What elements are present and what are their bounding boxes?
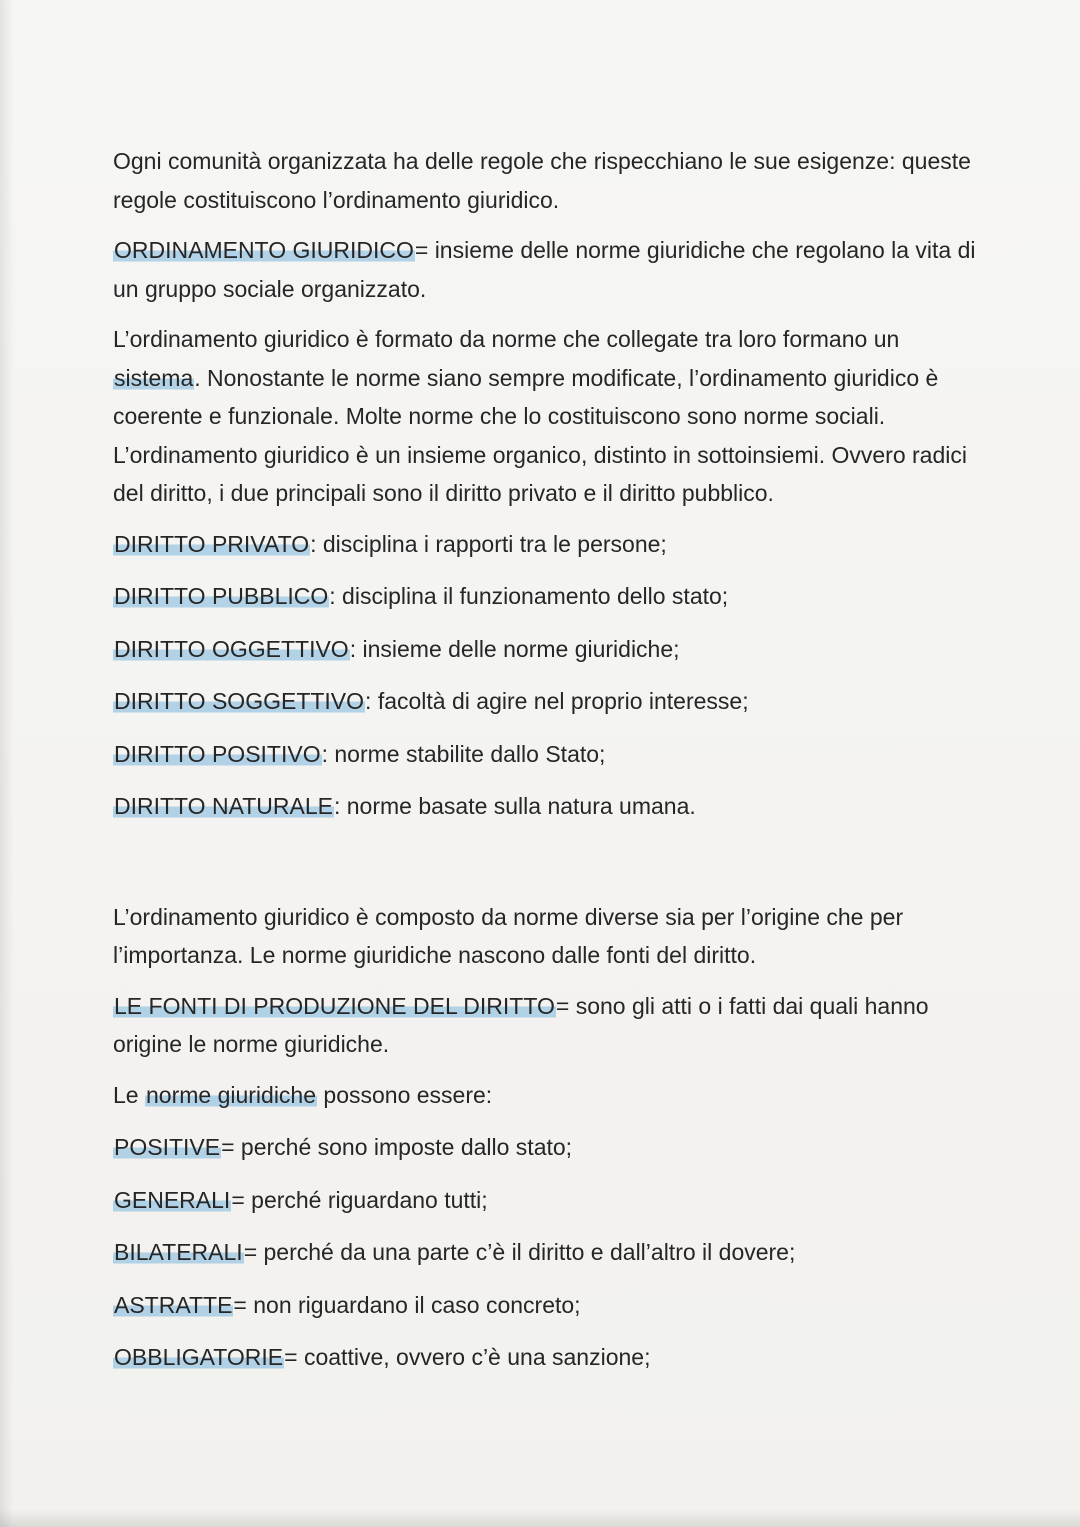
norma-term: OBBLIGATORIE (114, 1344, 284, 1370)
norme-post: possono essere: (317, 1081, 493, 1108)
sistema-paragraph (113, 320, 983, 513)
fonti-definition (113, 987, 983, 1064)
norme-intro (113, 1076, 983, 1115)
diritto-item (113, 682, 983, 721)
norme-pre: Le (113, 1081, 145, 1108)
diritto-term: DIRITTO PRIVATO (114, 530, 310, 557)
diritto-def: : norme stabilite dallo Stato; (321, 740, 606, 767)
norma-def: = coattive, ovvero c’è una sanzione; (284, 1344, 651, 1370)
sistema-text-1: L’ordinamento giuridico è formato da norme che collegate tra loro formano un (113, 326, 900, 352)
intro-paragraph: Ogni comunità organizzata ha delle regole che rispecchiano le sue esigenze: queste regole costituiscono l’ordinamento giuridico. (113, 148, 971, 213)
diritto-def: : insieme delle norme giuridiche; (349, 635, 680, 662)
norma-item (113, 1181, 983, 1220)
norma-item (113, 1233, 983, 1272)
diritto-def: : norme basate sulla natura umana. (333, 793, 696, 819)
diritto-term: DIRITTO OGGETTIVO (114, 635, 349, 662)
diritto-term: DIRITTO SOGGETTIVO (114, 688, 365, 714)
norma-item (113, 1338, 983, 1377)
second-intro-paragraph: L’ordinamento giuridico è composto da norme diverse sia per l’origine che per l’importanza. Le norme giuridiche nascono dalle fonti del diritto. (113, 903, 904, 968)
fonti-def: = sono gli atti o i fatti dai quali hanno origine le norme giuridiche. (113, 992, 929, 1057)
ordinamento-term: ORDINAMENTO GIURIDICO (114, 237, 414, 263)
diritto-term: DIRITTO POSITIVO (114, 740, 321, 767)
diritto-item (113, 630, 983, 669)
diritto-term: DIRITTO PUBBLICO (114, 583, 329, 609)
diritto-def: : facoltà di agire nel proprio interesse; (365, 688, 749, 714)
diritto-def: : disciplina i rapporti tra le persone; (310, 530, 667, 557)
norme-word: norme giuridiche (145, 1081, 317, 1108)
norma-term: POSITIVE (114, 1134, 221, 1160)
norma-term: ASTRATTE (114, 1291, 233, 1318)
diritto-item (113, 577, 983, 616)
page-bottom-shadow (0, 1509, 1080, 1527)
norma-def: = perché sono imposte dallo stato; (221, 1134, 573, 1160)
sistema-text-2: . Nonostante le norme siano sempre modificate, l’ordinamento giuridico è coerente e funzionale. Molte norme che lo costituiscono sono norme sociali. L’ordinamento giuridico è un insieme organico, distinto in sottoinsiemi. Ovvero radici del diritto, i due principali sono il diritto privato e il diritto pubblico. (113, 364, 967, 506)
norma-def: = non riguardano il caso concreto; (233, 1291, 581, 1318)
ordinamento-definition (113, 231, 983, 308)
sistema-word: sistema (114, 364, 194, 391)
norma-def: = perché riguardano tutti; (231, 1186, 488, 1213)
section-gap (113, 840, 983, 898)
norma-term: BILATERALI (114, 1239, 243, 1265)
diritto-term: DIRITTO NATURALE (114, 793, 333, 819)
norma-def: = perché da una parte c’è il diritto e dall’altro il dovere; (243, 1239, 796, 1265)
fonti-term: LE FONTI DI PRODUZIONE DEL DIRITTO (114, 992, 555, 1019)
norma-item (113, 1286, 983, 1325)
page-edge-shadow (0, 0, 14, 1527)
ordinamento-def: = insieme delle norme giuridiche che regolano la vita di un gruppo sociale organizzato. (113, 237, 976, 302)
diritto-item (113, 525, 983, 564)
document-body (113, 142, 983, 1391)
norma-item (113, 1128, 983, 1167)
diritto-def: : disciplina il funzionamento dello stato; (329, 583, 729, 609)
norma-term: GENERALI (114, 1186, 231, 1213)
diritto-item (113, 735, 983, 774)
diritto-item (113, 787, 983, 826)
